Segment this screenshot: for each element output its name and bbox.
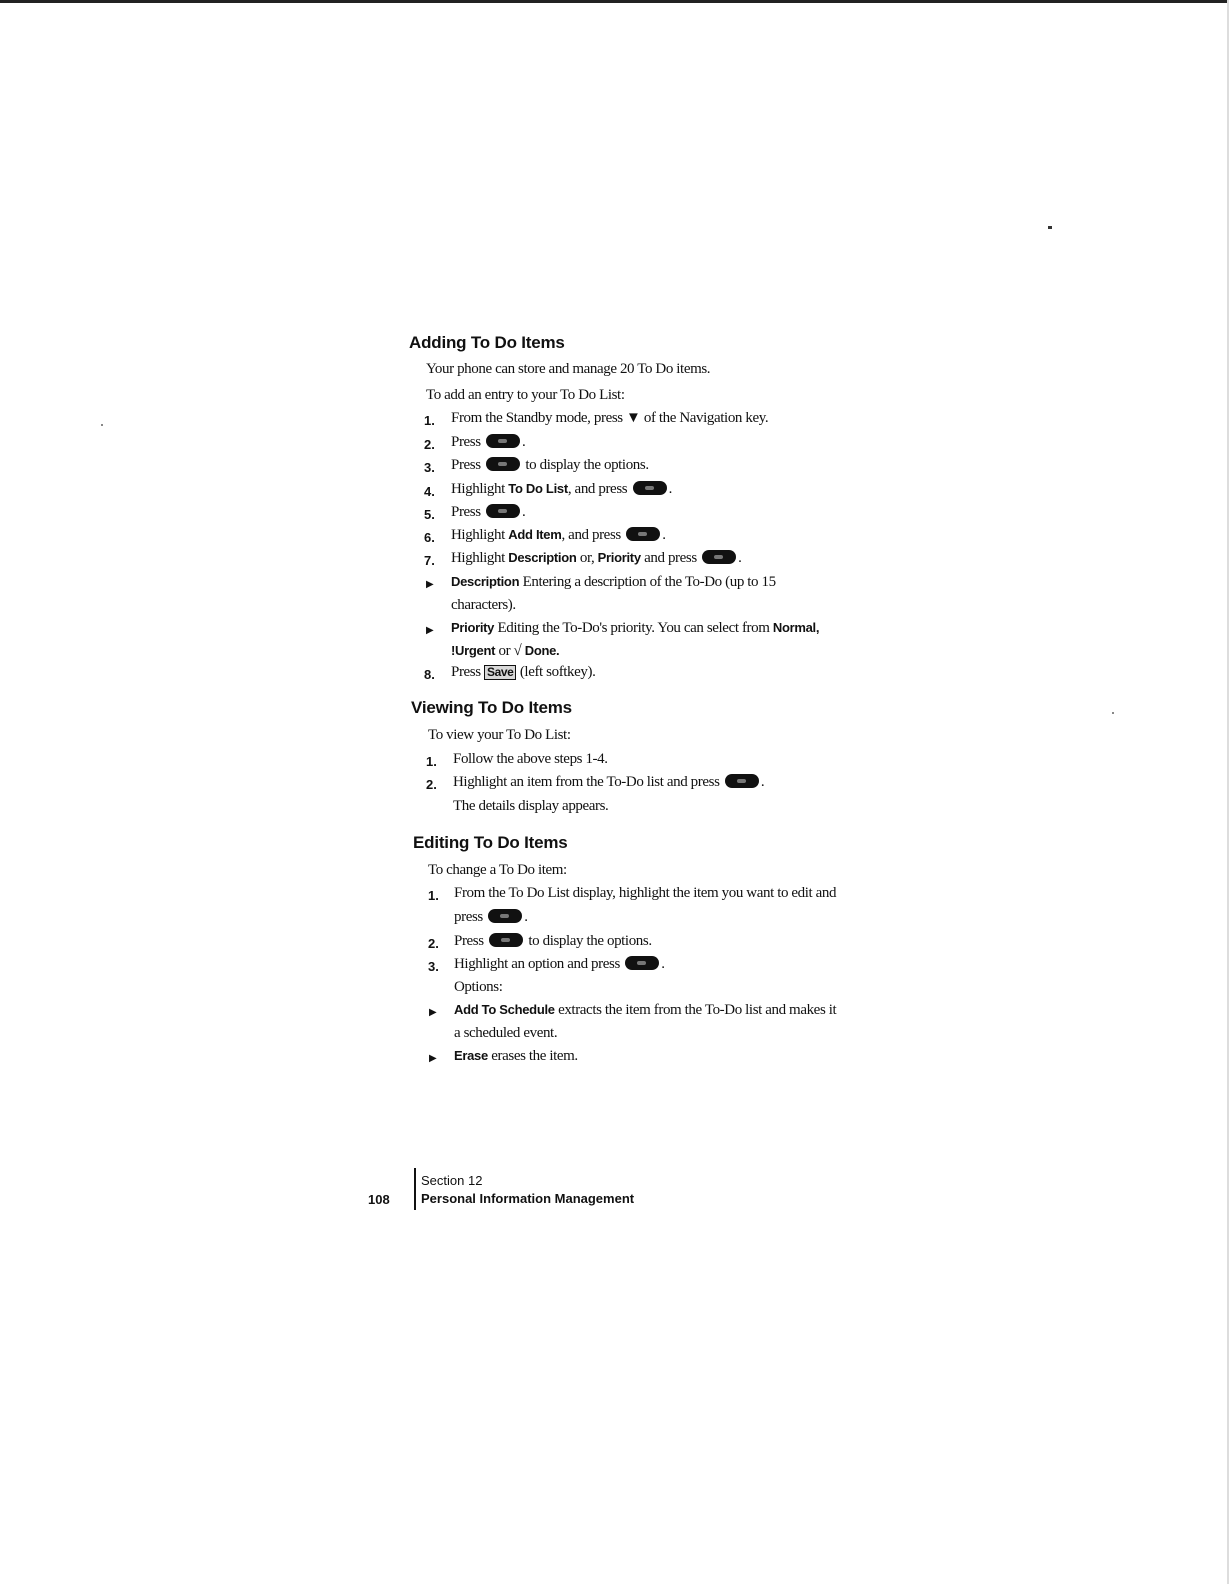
triangle-bullet-icon: ▶ <box>426 625 434 636</box>
editing-options-label: Options: <box>454 979 503 995</box>
bold-term: !Urgent <box>451 643 496 658</box>
step-text: to display the options. <box>528 933 652 949</box>
step-number: 4. <box>424 484 435 499</box>
step-number: 1. <box>428 888 439 903</box>
bullet-text: Entering a description of the To-Do (up to 15 <box>522 574 776 590</box>
bold-term: Description <box>451 574 520 589</box>
scan-dot <box>101 424 103 426</box>
adding-bullet-description-cont: characters). <box>451 597 516 613</box>
scan-dot <box>1112 712 1114 714</box>
step-text: Press <box>451 434 481 450</box>
bullet-text: extracts the item from the To-Do list and makes it <box>558 1002 837 1018</box>
step-number: 1. <box>424 413 435 428</box>
adding-bullet-priority-cont <box>451 643 559 660</box>
adding-intro-1: Your phone can store and manage 20 To Do items. <box>426 361 711 377</box>
step-text: press <box>454 909 483 925</box>
adding-step-4: Highlight To Do List, and press . <box>451 481 672 497</box>
bold-term: Description <box>508 550 577 565</box>
bold-term: To Do List <box>508 481 568 496</box>
editing-step-3: Highlight an option and press . <box>454 956 665 972</box>
heading-editing: Editing To Do Items <box>413 833 568 852</box>
step-number: 2. <box>426 777 437 792</box>
bold-term: Done. <box>524 643 560 658</box>
ok-key-icon <box>488 909 522 923</box>
adding-step-5: Press . <box>451 504 526 520</box>
bold-term: Erase <box>454 1048 488 1063</box>
viewing-note: The details display appears. <box>453 798 609 814</box>
bold-term: Add Item <box>508 527 562 542</box>
footer-section: Section 12 <box>421 1173 483 1188</box>
editing-step-1-cont: press . <box>454 909 528 925</box>
editing-bullet-add-to-schedule <box>454 1002 836 1019</box>
triangle-bullet-icon: ▶ <box>429 1007 437 1018</box>
adding-step-3 <box>451 457 649 474</box>
step-text: Highlight an item from the To-Do list and press <box>453 774 720 790</box>
editing-step-1: From the To Do List display, highlight the item you want to edit and <box>454 885 837 901</box>
step-number: 8. <box>424 667 435 682</box>
step-text: Press <box>451 457 481 473</box>
heading-adding: Adding To Do Items <box>409 333 565 352</box>
step-text: Highlight <box>451 481 505 497</box>
menu-key-icon <box>486 504 520 518</box>
editing-bullet-erase <box>454 1048 578 1065</box>
bold-term: Priority <box>451 620 495 635</box>
bullet-text: erases the item. <box>491 1048 578 1064</box>
scan-top-border <box>0 0 1229 3</box>
ok-key-icon <box>725 774 759 788</box>
bold-term: Normal, <box>772 620 820 635</box>
editing-intro: To change a To Do item: <box>428 862 567 878</box>
triangle-bullet-icon: ▶ <box>429 1053 437 1064</box>
bold-term: Add To Schedule <box>454 1002 555 1017</box>
step-text: Press <box>451 504 481 520</box>
step-number: 5. <box>424 507 435 522</box>
ok-key-icon <box>626 527 660 541</box>
menu-key-icon <box>486 457 520 471</box>
bullet-text: Editing the To-Do's priority. You can select from <box>497 620 770 636</box>
bold-term: Priority <box>597 550 641 565</box>
viewing-intro: To view your To Do List: <box>428 727 571 743</box>
ok-key-icon <box>486 434 520 448</box>
step-text: Highlight <box>451 550 505 566</box>
adding-bullet-priority <box>451 620 819 637</box>
step-text: and press <box>644 550 697 566</box>
footer-divider <box>414 1168 416 1210</box>
step-text: Highlight <box>451 527 505 543</box>
editing-bullet-add-to-schedule-cont: a scheduled event. <box>454 1025 558 1041</box>
adding-bullet-description <box>451 574 776 591</box>
bullet-text: or √ <box>498 643 522 659</box>
footer-title: Personal Information Management <box>421 1191 635 1206</box>
step-text: , and press <box>567 481 628 497</box>
adding-step-6: Highlight Add Item, and press . <box>451 527 666 543</box>
viewing-step-2: Highlight an item from the To-Do list and press . <box>453 774 765 790</box>
step-number: 1. <box>426 754 437 769</box>
step-number: 2. <box>424 437 435 452</box>
editing-step-2 <box>454 933 652 950</box>
step-text: , and press <box>561 527 621 543</box>
adding-step-7: Highlight Description or, Priority and press . <box>451 550 742 566</box>
adding-step-2: Press . <box>451 434 526 450</box>
step-text: Press <box>451 664 481 680</box>
adding-step-1: From the Standby mode, press ▼ of the Navigation key. <box>451 410 769 426</box>
menu-key-icon <box>489 933 523 947</box>
save-softkey-label: Save <box>484 665 516 680</box>
viewing-step-1: Follow the above steps 1-4. <box>453 751 608 767</box>
adding-intro-2: To add an entry to your To Do List: <box>426 387 625 403</box>
step-number: 7. <box>424 553 435 568</box>
ok-key-icon <box>702 550 736 564</box>
step-text: Press <box>454 933 484 949</box>
scan-speck <box>1048 226 1052 229</box>
adding-step-8 <box>451 664 595 681</box>
step-number: 6. <box>424 530 435 545</box>
step-text: Highlight an option and press <box>454 956 620 972</box>
ok-key-icon <box>633 481 667 495</box>
step-text: to display the options. <box>525 457 649 473</box>
step-number: 3. <box>428 959 439 974</box>
step-number: 3. <box>424 460 435 475</box>
page-number: 108 <box>368 1192 390 1207</box>
step-text: (left softkey). <box>519 664 596 680</box>
step-number: 2. <box>428 936 439 951</box>
heading-viewing: Viewing To Do Items <box>411 698 572 717</box>
ok-key-icon <box>625 956 659 970</box>
triangle-bullet-icon: ▶ <box>426 579 434 590</box>
step-text: or, <box>579 550 595 566</box>
